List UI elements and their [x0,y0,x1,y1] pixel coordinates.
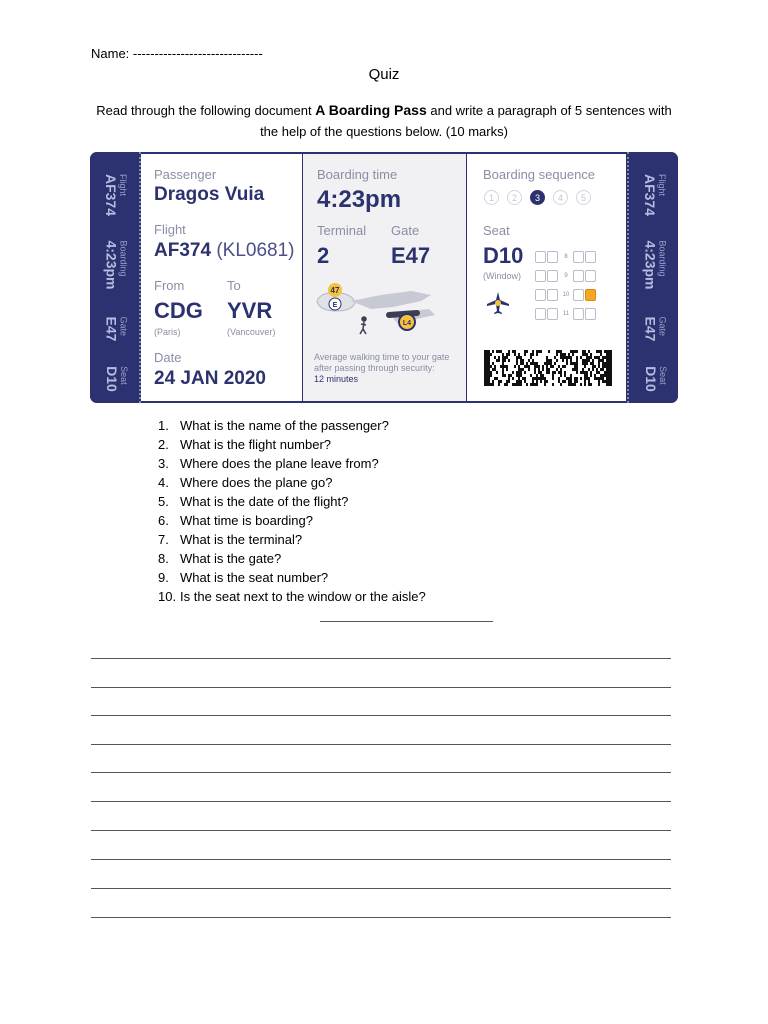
answer-line[interactable] [91,801,671,802]
question-text: What is the name of the passenger? [180,418,389,433]
seat-panel [467,154,626,401]
stub-gate: E47 [642,316,659,342]
question-list [158,416,426,606]
boarding-panel [303,154,466,401]
to-city: (Vancouver) [227,327,276,337]
stub-gate-label: Gate [118,316,129,337]
gate-number: E47 [391,243,431,268]
answer-line[interactable] [91,658,671,659]
walk-time: 12 minutes [314,374,359,384]
question-text: What is the seat number? [180,570,329,585]
seat-label: Seat [483,223,510,238]
flight-date: 24 JAN 2020 [154,368,266,389]
stub-gate: E47 [103,316,120,342]
instructions-text-end: and write a paragraph of 5 sentences with the help of the questions below. (10 marks) [260,103,672,139]
boarding-time-label: Boarding time [317,167,398,182]
row-number: 8 [564,254,568,260]
question-item [158,416,426,435]
answer-line[interactable] [91,772,671,773]
question-text: What is the date of the flight? [180,494,349,509]
document-title: A Boarding Pass [315,102,427,118]
question-text: What is the flight number? [180,437,332,452]
walk-text-2: after passing through security: [314,363,435,373]
question-number: 9. [158,570,169,585]
walk-text-1: Average walking time to your gate [314,352,450,362]
question-number: 6. [158,513,169,528]
instructions [90,100,678,142]
boarding-time: 4:23pm [317,186,402,213]
instructions-text: Read through the following document [96,103,316,118]
location-badge: L4 [402,320,412,327]
question-number: 8. [158,551,169,566]
flight-label: Flight [154,222,186,237]
boarding-pass [90,152,678,403]
answer-line[interactable] [91,687,671,688]
stub-boarding: 4:23pm [642,240,659,290]
sequence-step: 4 [553,190,568,205]
passenger-panel [141,154,302,401]
stub-boarding: 4:23pm [103,240,120,290]
stub-gate-label: Gate [657,316,668,337]
stub-boarding-label: Boarding [118,240,129,277]
name-field: Name: ------------------------------ [91,46,263,61]
question-item [158,435,426,454]
date-label: Date [154,350,182,365]
sequence-step: 1 [484,190,499,205]
question-item [158,492,426,511]
walking-person-icon [360,317,366,334]
sequence-step-active: 3 [530,190,545,205]
row-number: 11 [562,311,570,317]
question-text: What time is boarding? [180,513,313,528]
question-item [158,473,426,492]
gate-badge: 47 [330,286,340,295]
question-item [158,511,426,530]
terminal-badge: E [332,302,338,309]
divider-line [320,621,493,622]
answer-line[interactable] [91,888,671,889]
to-label: To [227,278,241,293]
boarding-sequence-label: Boarding sequence [483,167,596,182]
sequence-step: 5 [576,190,591,205]
stub-flight: AF374 [103,173,120,217]
left-stub [90,152,141,403]
passenger-label: Passenger [154,167,217,182]
sequence-step: 2 [507,190,522,205]
codeshare-code: (KL0681) [216,240,295,261]
question-number: 4. [158,475,169,490]
passenger-name: Dragos Vuia [154,184,265,205]
from-code: CDG [154,298,203,323]
question-number: 5. [158,494,169,509]
question-text: Where does the plane leave from? [180,456,379,471]
seat-map [535,249,597,325]
stub-flight: AF374 [642,173,659,217]
question-number: 10. [158,589,177,604]
question-text: Is the seat next to the window or the aisle? [180,589,426,604]
right-stub [627,152,678,403]
answer-line[interactable] [91,917,671,918]
selected-seat [585,289,596,301]
seat-type: (Window) [483,271,522,281]
question-number: 3. [158,456,169,471]
stub-seat-label: Seat [118,366,129,385]
from-city: (Paris) [154,327,181,337]
seat-number: D10 [483,243,524,268]
question-text: What is the terminal? [180,532,303,547]
flight-number [154,240,294,262]
question-item [158,454,426,473]
terminal-map [311,279,451,341]
answer-line[interactable] [91,744,671,745]
terminal-label: Terminal [317,223,367,238]
boarding-sequence [484,190,591,205]
flight-code: AF374 [154,240,212,261]
stub-seat-label: Seat [657,366,668,385]
question-item [158,587,426,606]
gate-label: Gate [391,223,420,238]
page-title: Quiz [368,66,400,83]
stub-boarding-label: Boarding [657,240,668,277]
stub-flight-label: Flight [118,173,129,196]
question-number: 7. [158,532,169,547]
answer-line[interactable] [91,715,671,716]
answer-line[interactable] [91,859,671,860]
stub-flight-label: Flight [657,173,668,196]
question-number: 1. [158,418,169,433]
question-item [158,568,426,587]
stub-seat: D10 [103,366,120,392]
from-label: From [154,278,185,293]
question-text: Where does the plane go? [180,475,333,490]
question-text: What is the gate? [180,551,282,566]
airplane-icon [485,290,511,316]
answer-line[interactable] [91,830,671,831]
to-code: YVR [227,298,273,323]
question-number: 2. [158,437,169,452]
barcode [484,350,612,386]
map-terminal-building [351,291,431,309]
walking-time-note [314,352,464,385]
terminal-number: 2 [317,243,330,268]
stub-seat: D10 [642,366,659,392]
question-item [158,530,426,549]
question-item [158,549,426,568]
row-number: 10 [562,292,570,298]
row-number: 9 [564,273,568,279]
